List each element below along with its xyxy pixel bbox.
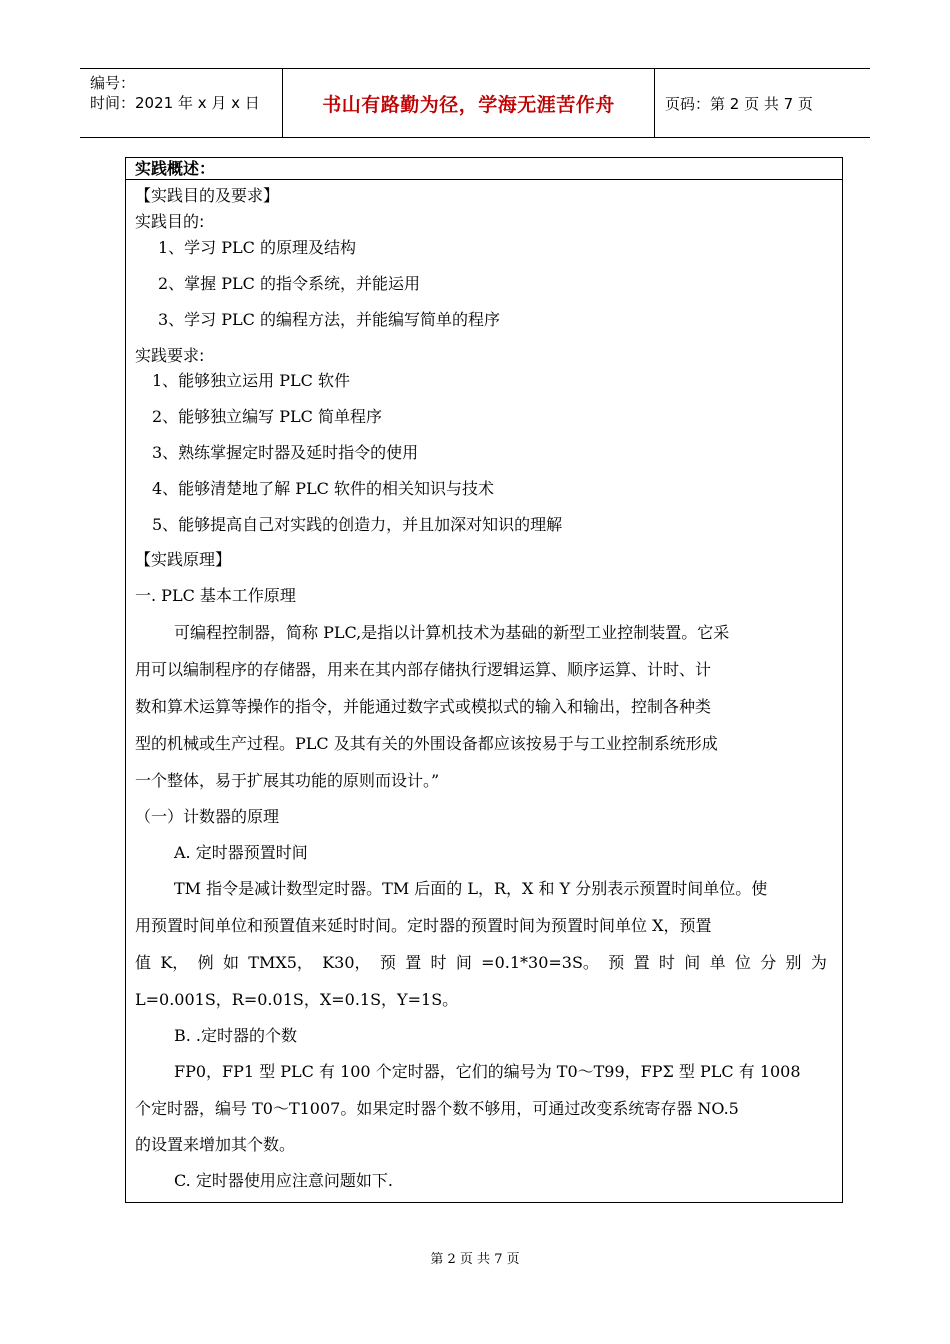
spread-word: =0.1*30=3S。 (481, 953, 599, 972)
spread-word: 间 (455, 953, 472, 972)
goal-item: 3、学习 PLC 的编程方法，并能编写简单的程序 (158, 310, 500, 329)
paragraph-line: TM 指令是减计数型定时器。TM 后面的 L，R，X 和 Y 分别表示预置时间单位。使 (174, 879, 768, 898)
date-line: 时间：2021 年 x 月 x 日 (90, 94, 260, 112)
page-header (80, 68, 870, 138)
principle-heading: 【实践原理】 (135, 550, 232, 569)
paragraph-line: 用预置时间单位和预置值来延时时间。定时器的预置时间为预置时间单位 X，预置 (135, 916, 712, 935)
item-heading: C. 定时器使用应注意问题如下. (174, 1171, 393, 1190)
paragraph-line: 用可以编制程序的存储器，用来在其内部存储执行逻辑运算、顺序运算、计时、计 (135, 660, 712, 679)
spread-word: 值 (135, 953, 152, 972)
paragraph-line: L=0.001S，R=0.01S，X=0.1S，Y=1S。 (135, 990, 459, 1009)
paragraph-line: FP0，FP1 型 PLC 有 100 个定时器，它们的编号为 T0～T99，FPΣ 型 PLC 有 1008 (174, 1062, 801, 1081)
header-motto-cell (282, 69, 655, 137)
spread-word: TMX5， (248, 953, 313, 972)
requirement-item: 5、能够提高自己对实践的创造力，并且加深对知识的理解 (152, 515, 563, 534)
paragraph-line: 个定时器，编号 T0～T1007。如果定时器个数不够用，可通过改变系统寄存器 NO.5 (135, 1099, 739, 1118)
requirement-item: 3、熟练掌握定时器及延时指令的使用 (152, 443, 419, 462)
subsection-heading: （一）计数器的原理 (135, 807, 280, 826)
motto-text: 书山有路勤为径，学海无涯苦作舟 (322, 93, 615, 116)
spread-word: K30， (322, 953, 371, 972)
item-heading: B. .定时器的个数 (174, 1026, 298, 1045)
spread-word: 为 (810, 953, 827, 972)
requirement-item: 2、能够独立编写 PLC 简单程序 (152, 407, 382, 426)
spread-word: 例 (197, 953, 214, 972)
content-box (125, 157, 843, 1203)
subsection-heading: 一. PLC 基本工作原理 (135, 586, 296, 605)
spread-word: 分 (760, 953, 777, 972)
spread-word: 间 (684, 953, 701, 972)
goal-item: 1、学习 PLC 的原理及结构 (158, 238, 356, 257)
spread-word: 预 (608, 953, 625, 972)
spread-word: 预 (379, 953, 396, 972)
section-title-row (126, 158, 842, 180)
paragraph-line: 可编程控制器，简称 PLC,是指以计算机技术为基础的新型工业控制装置。它采 (174, 623, 730, 642)
spread-word: 别 (785, 953, 802, 972)
spread-word: 置 (633, 953, 650, 972)
goals-label: 实践目的: (135, 212, 205, 231)
page-footer: 第 2 页 共 7 页 (430, 1252, 520, 1267)
paragraph-line: 型的机械或生产过程。PLC 及其有关的外围设备都应该按易于与工业控制系统形成 (135, 734, 718, 753)
item-heading: A. 定时器预置时间 (174, 843, 308, 862)
requirements-label: 实践要求: (135, 346, 205, 365)
spread-word: 单 (709, 953, 726, 972)
requirement-item: 1、能够独立运用 PLC 软件 (152, 371, 350, 390)
paragraph-line-justified (135, 952, 827, 974)
paragraph-line: 的设置来增加其个数。 (135, 1135, 296, 1154)
spread-word: K， (160, 953, 189, 972)
spread-word: 置 (405, 953, 422, 972)
section-title: 实践概述： (135, 159, 216, 178)
spread-word: 如 (222, 953, 239, 972)
requirement-item: 4、能够清楚地了解 PLC 软件的相关知识与技术 (152, 479, 494, 498)
goal-item: 2、掌握 PLC 的指令系统，并能运用 (158, 274, 420, 293)
paragraph-line: 一个整体，易于扩展其功能的原则而设计。” (135, 771, 440, 790)
header-meta-cell (80, 69, 282, 137)
header-page-cell (655, 69, 870, 137)
paragraph-line: 数和算术运算等操作的指令，并能通过数字式或模拟式的输入和输出，控制各种类 (135, 697, 712, 716)
spread-word: 位 (734, 953, 751, 972)
page-info: 页码：第 2 页 共 7 页 (665, 94, 813, 113)
number-label: 编号： (90, 74, 136, 92)
purpose-heading: 【实践目的及要求】 (135, 186, 280, 205)
spread-word: 时 (658, 953, 675, 972)
spread-word: 时 (430, 953, 447, 972)
